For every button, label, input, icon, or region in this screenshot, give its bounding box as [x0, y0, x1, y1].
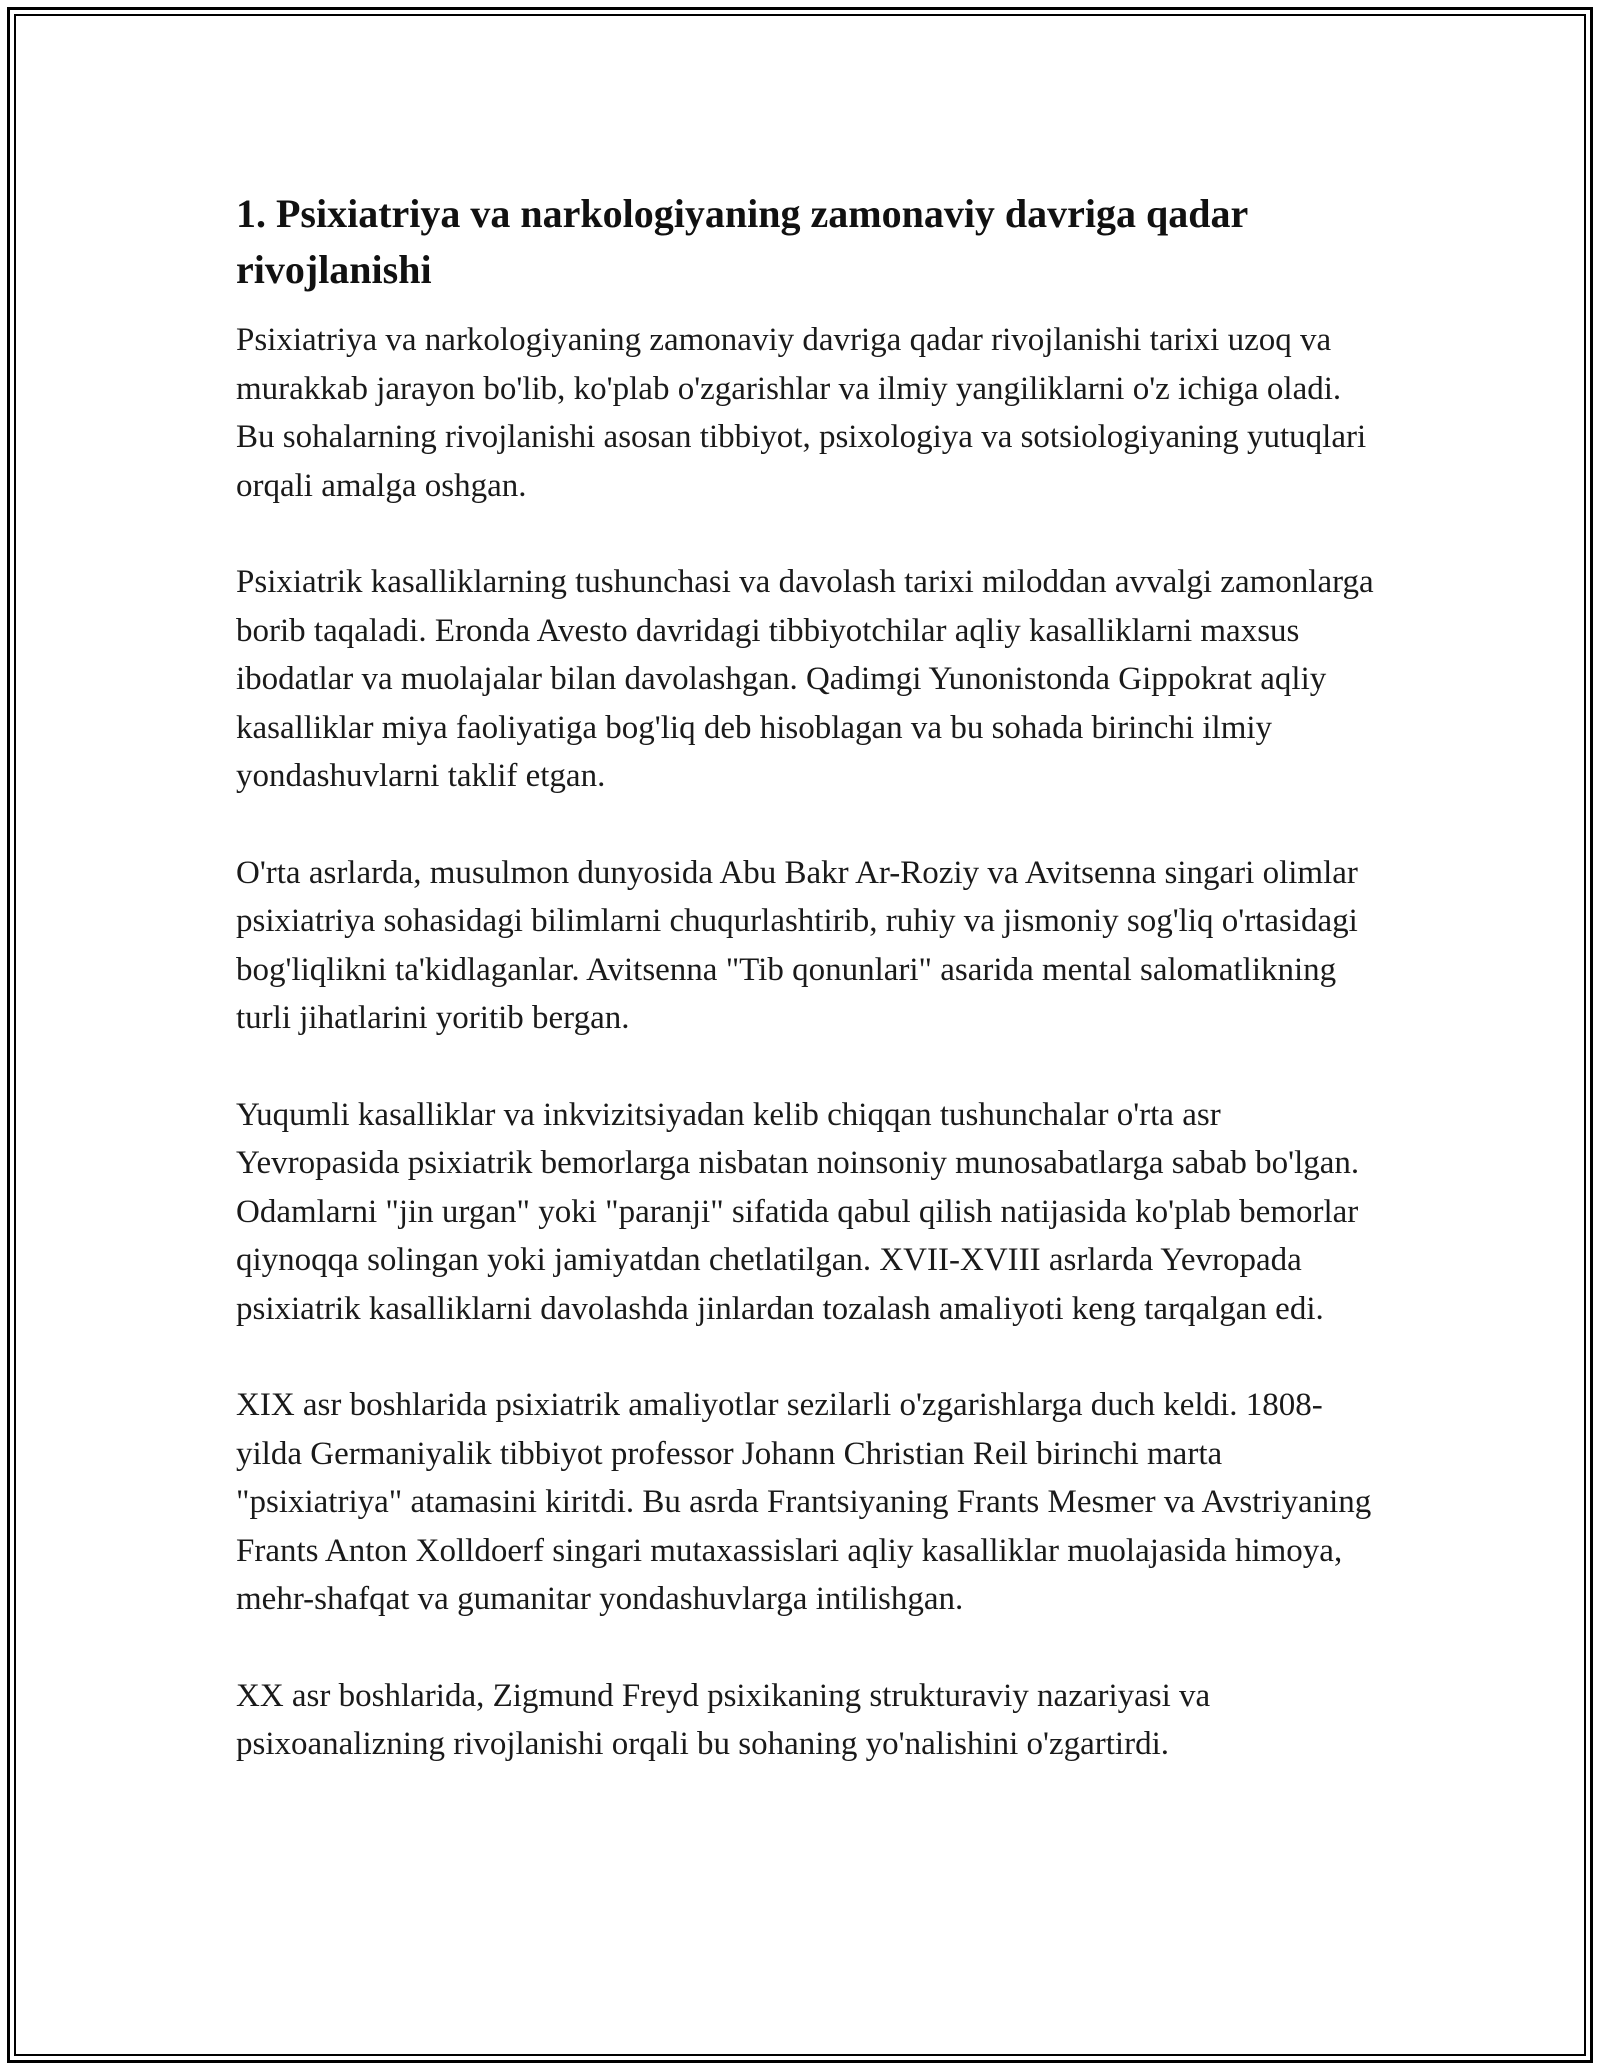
paragraph-1: Psixiatriya va narkologiyaning zamonaviy davriga qadar rivojlanishi tarixi uzoq va murakkab jarayon bo'lib, ko'plab o'zgarishlar va ilmiy yangiliklarni o'z ichiga oladi. Bu sohalarning rivojlanishi asosan tibbiyot, psixologiya va sotsiologiyaning yutuqlari orqali amalga oshgan.: [236, 322, 1367, 504]
paragraph-6: XX asr boshlarida, Zigmund Freyd psixikaning strukturaviy nazariyasi va psixoanalizning rivojlanishi orqali bu sohaning yo'nalishini o'zgartirdi.: [236, 1677, 1211, 1762]
paragraph-3: O'rta asrlarda, musulmon dunyosida Abu Bakr Ar-Roziy va Avitsenna singari olimlar psixiatriya sohasidagi bilimlarni chuqurlashtirib, ruhiy va jismoniy sog'liq o'rtasidagi bog'liqlikni ta'kidlaganlar. Avitsenna "Tib qonunlari" asarida mental salomatlikning turli jihatlarini yoritib bergan.: [236, 854, 1358, 1036]
document-body: [236, 186, 1386, 1817]
section-heading: 1. Psixiatriya va narkologiyaning zamonaviy davriga qadar rivojlanishi: [236, 191, 1248, 292]
paragraph-5: XIX asr boshlarida psixiatrik amaliyotlar sezilarli o'zgarishlarga duch keldi. 1808-yilda Germaniyalik tibbiyot professor Johann Christian Reil birinchi marta "psixiatriya" atamasini kiritdi. Bu asrda Frantsiyaning Frants Mesmer va Avstriyaning Frants Anton Xolldoerf singari mutaxassislari aqliy kasalliklar muolajasida himoya, mehr-shafqat va gumanitar yondashuvlarga intilishgan.: [236, 1387, 1372, 1617]
paragraph-2: Psixiatrik kasalliklarning tushunchasi va davolash tarixi miloddan avvalgi zamonlarga borib taqaladi. Eronda Avesto davridagi tibbiyotchilar aqliy kasalliklarni maxsus ibodatlar va muolajalar bilan davolashgan. Qadimgi Yunonistonda Gippokrat aqliy kasalliklar miya faoliyatiga bog'liq deb hisoblagan va bu sohada birinchi ilmiy yondashuvlarni taklif etgan.: [236, 564, 1374, 794]
paragraph-4: Yuqumli kasalliklar va inkvizitsiyadan kelib chiqqan tushunchalar o'rta asr Yevropasida psixiatrik bemorlarga nisbatan noinsoniy munosabatlarga sabab bo'lgan. Odamlarni "jin urgan" yoki "paranji" sifatida qabul qilish natijasida ko'plab bemorlar qiynoqqa solingan yoki jamiyatdan chetlatilgan. XVII-XVIII asrlarda Yevropada psixiatrik kasalliklarni davolashda jinlardan tozalash amaliyoti keng tarqalgan edi.: [236, 1096, 1360, 1327]
